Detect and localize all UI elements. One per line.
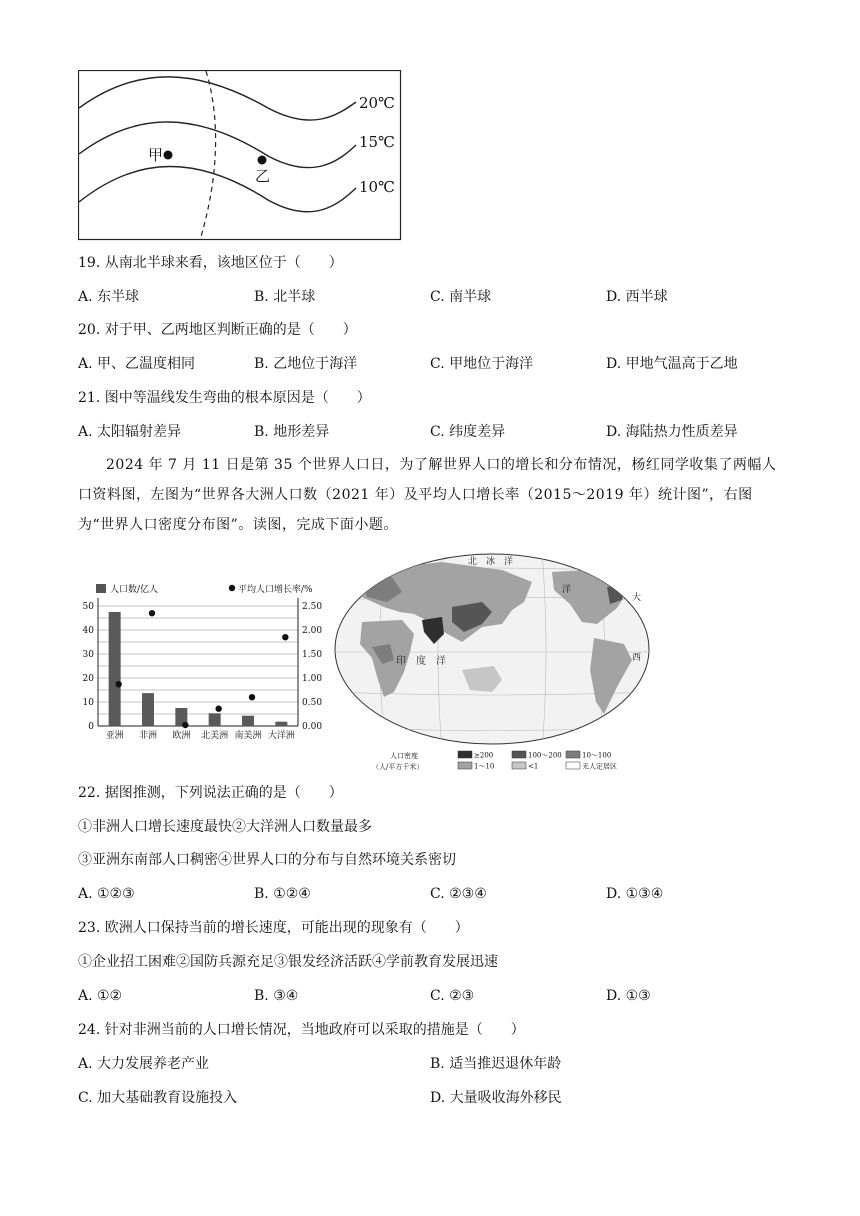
q22-option-a: A. ①②③ [78,886,135,902]
point-非洲 [149,610,155,616]
q22-sub-2: ③亚洲东南部人口稠密④世界人口的分布与自然环境关系密切 [78,852,456,868]
right-tick-label: 1.00 [302,674,323,684]
label-yi: 乙 [255,167,271,185]
left-tick-label: 40 [82,626,94,636]
label-indian-ocean: 印 度 洋 [396,656,446,667]
legend-bar-label: 人口数/亿人 [110,585,159,595]
question-20-stem: 20. 对于甲、乙两地区判断正确的是（ ） [78,322,357,338]
point-jia [164,151,173,160]
map-legend-label: ≥200 [474,751,494,760]
point-yi [258,156,267,165]
bar-北美洲 [209,713,221,726]
left-tick-label: 10 [82,698,94,708]
q19-option-b: B. 北半球 [254,289,316,305]
label-yang-north: 洋 [562,585,572,595]
category-label: 欧洲 [172,731,191,741]
label-xi: 西 [632,653,642,663]
q21-option-c: C. 纬度差异 [430,424,506,440]
q20-option-b: B. 乙地位于海洋 [254,356,358,372]
map-legend-label: 100～200 [528,751,562,760]
question-22-stem: 22. 据图推测，下列说法正确的是（ ） [78,785,343,801]
q24-option-c: C. 加大基础教育设施投入 [78,1090,238,1106]
right-tick-label: 2.00 [302,626,323,636]
q23-option-d: D. ①③ [606,988,651,1004]
q22-sub-1: ①非洲人口增长速度最快②大洋洲人口数量最多 [78,819,372,835]
map-legend [458,751,617,771]
category-label: 大洋洲 [267,731,295,741]
category-label: 北美洲 [201,731,229,741]
map-legend-label: 无人定居区 [582,762,617,771]
bar-大洋洲 [275,722,287,726]
right-tick-label: 2.50 [302,602,323,612]
q23-option-c: C. ②③ [430,988,475,1004]
q23-option-b: B. ③④ [254,988,299,1004]
left-tick-label: 50 [82,602,94,612]
dashed-boundary [200,71,216,240]
map-legend-swatch [512,751,526,758]
question-21-stem: 21. 图中等温线发生弯曲的根本原因是（ ） [78,390,371,406]
left-tick-label: 30 [82,650,94,660]
q21-option-a: A. 太阳辐射差异 [78,424,182,440]
map-legend-label: 10～100 [582,751,612,760]
point-欧洲 [182,722,188,728]
chart-bars [109,612,288,726]
question-19-stem: 19. 从南北半球来看，该地区位于（ ） [78,255,343,271]
map-legend-unit: （人/平方千米） [372,763,424,771]
category-label: 南美洲 [234,731,262,741]
map-legend-title: 人口密度 [390,752,418,760]
q24-option-d: D. 大量吸收海外移民 [430,1090,562,1106]
population-chart [76,578,334,748]
isotherm-10 [79,166,356,211]
isotherm-figure [78,70,404,242]
label-20c: 20℃ [359,94,395,112]
q20-option-d: D. 甲地气温高于乙地 [606,356,738,372]
point-亚洲 [115,681,121,687]
label-jia: 甲 [148,146,164,164]
legend-point-label: 平均人口增长率/% [238,585,313,595]
world-population-map [332,552,652,774]
map-legend-swatch [512,762,526,769]
question-24-stem: 24. 针对非洲当前的人口增长情况，当地政府可以采取的措施是（ ） [78,1022,525,1038]
bar-亚洲 [109,612,121,726]
map-legend-label: <1 [528,762,539,771]
q21-option-b: B. 地形差异 [254,424,330,440]
q23-sub-1: ①企业招工困难②国防兵源充足③银发经济活跃④学前教育发展迅速 [78,954,498,970]
legend-bar-swatch [96,584,106,593]
chart-categories [106,729,295,741]
label-15c: 15℃ [359,133,395,151]
q24-option-a: A. 大力发展养老产业 [78,1056,210,1072]
right-tick-label: 1.50 [302,650,323,660]
left-tick-label: 20 [82,674,94,684]
isotherm-20 [79,77,356,120]
q19-option-d: D. 西半球 [606,289,668,305]
left-tick-label: 0 [88,722,94,732]
category-label: 亚洲 [105,731,124,741]
chart-points [115,610,288,728]
map-legend-swatch [566,762,580,769]
point-大洋洲 [282,634,288,640]
bar-南美洲 [242,716,254,726]
map-legend-swatch [566,751,580,758]
chart-grid [98,598,298,726]
q22-option-c: C. ②③④ [430,886,487,902]
point-南美洲 [249,694,255,700]
q22-option-b: B. ①②④ [254,886,311,902]
q20-option-a: A. 甲、乙温度相同 [78,356,196,372]
isotherm-15 [79,122,356,168]
legend-point-swatch [229,585,235,591]
label-10c: 10℃ [359,178,395,196]
q19-option-c: C. 南半球 [430,289,492,305]
point-北美洲 [215,706,221,712]
question-23-stem: 23. 欧洲人口保持当前的增长速度，可能出现的现象有（ ） [78,920,469,936]
label-da: 大 [632,593,642,603]
q19-option-a: A. 东半球 [78,289,140,305]
category-label: 非洲 [138,731,158,741]
map-legend-swatch [458,762,472,769]
map-legend-swatch [458,751,472,758]
intro-paragraph: 2024 年 7 月 11 日是第 35 个世界人口日，为了解世界人口的增长和分布情况，杨红同学收集了两幅人口资料图，左图为“世界各大洲人口数（2021 年）及平均人口增长率（2015～2019 年）统计图”，右图为“世界人口密度分布图”。读图，完成下面小题。 [78,457,777,533]
q24-option-b: B. 适当推迟退休年龄 [430,1056,562,1072]
q22-option-d: D. ①③④ [606,886,664,902]
q23-option-a: A. ①② [78,988,123,1004]
right-tick-label: 0.50 [302,698,323,708]
bar-非洲 [142,693,154,726]
q21-option-d: D. 海陆热力性质差异 [606,424,738,440]
q20-option-c: C. 甲地位于海洋 [430,356,534,372]
map-legend-label: 1～10 [474,762,495,771]
label-arctic-ocean: 北 冰 洋 [468,557,514,567]
right-tick-label: 0.00 [302,722,323,732]
